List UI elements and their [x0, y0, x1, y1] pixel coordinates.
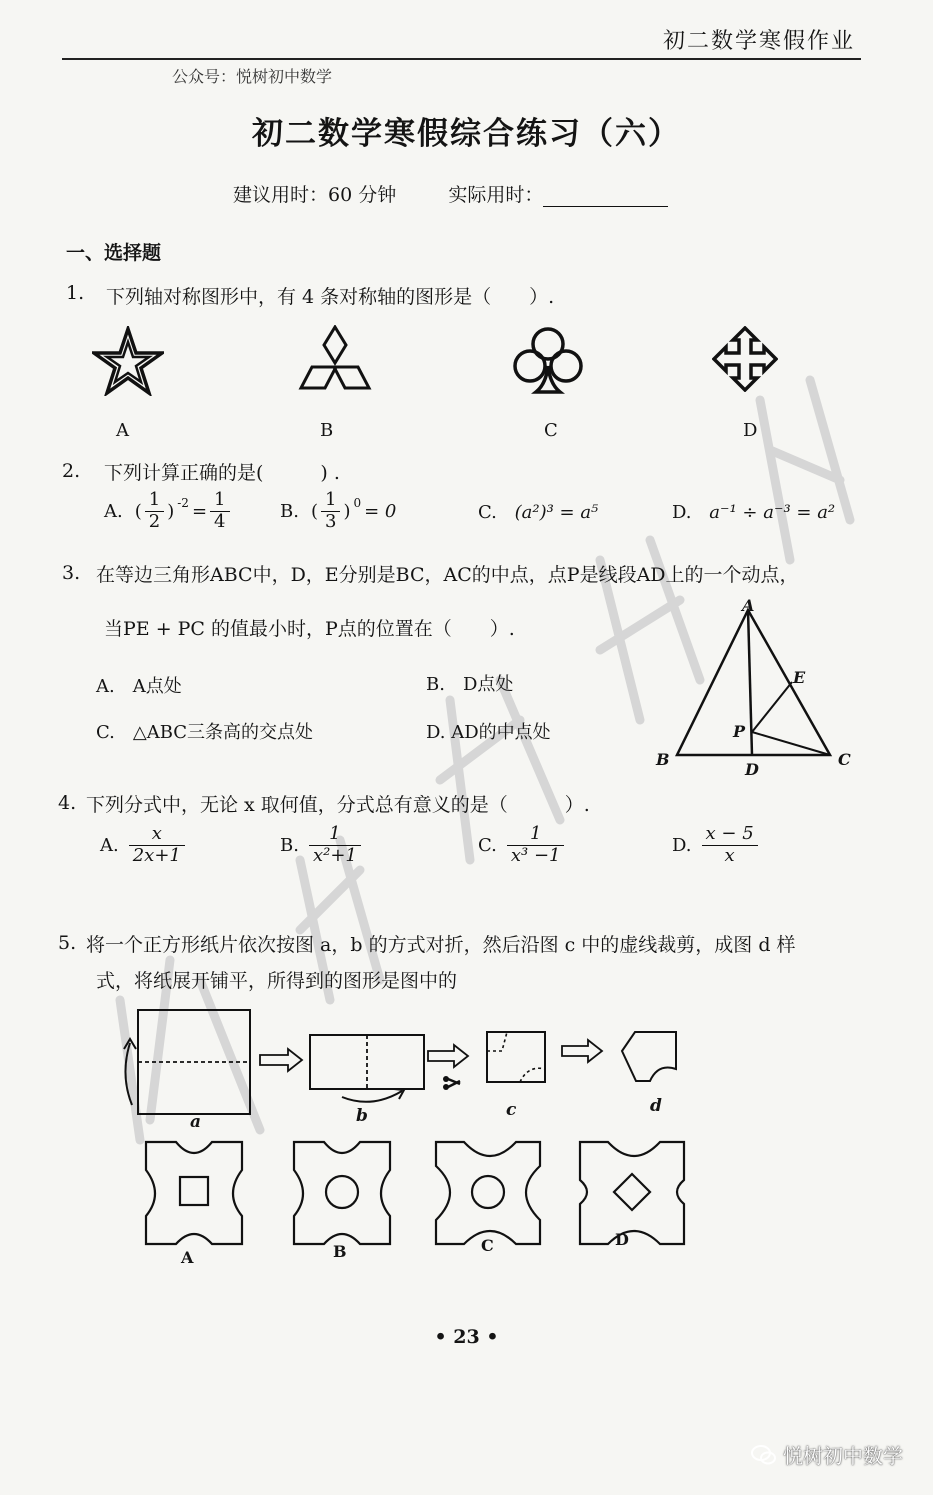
page-number: • 23 •	[434, 1326, 499, 1348]
suggested-time-value: 60 分钟	[328, 184, 397, 206]
option-c-shape	[436, 1142, 540, 1244]
q2-b-den: 3	[324, 510, 337, 532]
mitsubishi-icon	[298, 325, 372, 393]
q4-c-den: x³ −1	[510, 844, 561, 866]
q4-b-num: 1	[309, 824, 361, 846]
fig-label-d: D	[745, 760, 759, 779]
q4-b-den: x²+1	[312, 844, 357, 866]
q4-option-a[interactable]	[100, 824, 185, 866]
answer-label-a[interactable]: A	[181, 1248, 194, 1267]
star-icon	[92, 326, 164, 396]
q4-d-num: x − 5	[702, 824, 758, 846]
q4-d-den: x	[724, 844, 735, 866]
q2-a-label: A.	[104, 500, 123, 522]
fig-label-a: A	[742, 596, 755, 615]
q1-label-d: D	[743, 420, 758, 441]
q1-label-a: A	[116, 420, 129, 441]
q4-c-num: 1	[507, 824, 565, 846]
answer-shapes-figure	[138, 1140, 698, 1252]
q4-option-d[interactable]	[672, 824, 758, 866]
q2-option-a[interactable]: A. ( $\frac{1}{2}$ ) $^{-2}$ = $\frac{1}{4}$	[104, 490, 230, 532]
q4-b-label: B.	[280, 834, 299, 856]
answer-label-c[interactable]: C	[481, 1236, 494, 1255]
q2-d-expr: a⁻¹ ÷ a⁻³ = a²	[709, 502, 836, 523]
q3-number: 3.	[62, 562, 81, 584]
suggested-time-label: 建议用时：	[233, 184, 329, 206]
header-rule	[62, 58, 861, 60]
q1-text: 下列轴对称图形中，有 4 条对称轴的图形是（ ）.	[106, 286, 555, 308]
option-d-shape	[580, 1142, 684, 1244]
fold-label-c: c	[506, 1100, 517, 1120]
q2-b-label: B.	[280, 500, 299, 522]
q4-a-den: 2x+1	[132, 844, 181, 866]
answer-label-b[interactable]: B	[333, 1242, 347, 1261]
q4-text: 下列分式中，无论 x 取何值，分式总有意义的是（ ）.	[86, 794, 590, 816]
q1-number: 1.	[66, 282, 85, 304]
q4-d-label: D.	[672, 834, 692, 856]
q2-a-num: 1	[145, 490, 164, 512]
q1-label-b: B	[320, 420, 334, 441]
q1-label-c: C	[544, 420, 558, 441]
q3-option-c[interactable]: C. △ABC三条高的交点处	[96, 722, 314, 743]
triangle-figure	[650, 596, 860, 776]
section-title: 一、选择题	[66, 242, 162, 264]
q2-c-expr: (a²)³ = a⁵	[514, 502, 599, 523]
fig-label-b: B	[656, 750, 670, 769]
q5-number: 5.	[58, 932, 77, 954]
page-title: 初二数学寒假综合练习（六）	[252, 116, 681, 152]
fig-label-p: P	[733, 722, 746, 741]
cross-arrows-icon	[712, 326, 778, 392]
q3-option-a[interactable]: A. A点处	[96, 676, 182, 697]
fold-label-a: a	[190, 1112, 202, 1132]
header-title: 初二数学寒假作业	[662, 29, 855, 54]
fold-label-b: b	[356, 1106, 368, 1126]
option-a-shape	[146, 1142, 242, 1244]
q4-c-label: C.	[478, 834, 497, 856]
actual-time-label: 实际用时：	[448, 184, 544, 206]
q3-text-1: 在等边三角形ABC中，D，E分别是BC，AC的中点，点P是线段AD上的一个动点，	[96, 564, 799, 586]
q2-a-den: 2	[148, 510, 161, 532]
q4-a-label: A.	[100, 834, 119, 856]
q2-a-exp: -2	[177, 496, 189, 510]
wechat-icon	[751, 1444, 777, 1471]
q2-d-label: D.	[672, 502, 692, 523]
actual-time-blank[interactable]	[543, 186, 668, 207]
q4-number: 4.	[58, 792, 77, 814]
q2-option-d[interactable]	[672, 502, 835, 523]
scissors-icon	[443, 1076, 460, 1090]
fold-label-d: d	[650, 1096, 662, 1116]
q2-a-rhs-num: 1	[210, 490, 229, 512]
wechat-watermark	[751, 1440, 903, 1471]
q2-a-rhs-den: 4	[214, 510, 226, 532]
subheader: 公众号：悦树初中数学	[172, 67, 333, 86]
q2-c-label: C.	[478, 502, 497, 523]
time-line	[233, 180, 668, 207]
q2-b-exp: 0	[353, 496, 362, 510]
q4-option-b[interactable]	[280, 824, 361, 866]
club-icon	[512, 326, 584, 398]
q2-number: 2.	[62, 460, 81, 482]
answer-label-d[interactable]: D	[615, 1230, 629, 1249]
q5-text-1: 将一个正方形纸片依次按图 a，b 的方式对折，然后沿图 c 中的虚线裁剪，成图 d 样	[86, 934, 796, 956]
q3-option-d[interactable]: D. AD的中点处	[426, 722, 551, 743]
wechat-name: 悦树初中数学	[783, 1444, 903, 1468]
q4-a-num: x	[129, 824, 185, 846]
q4-option-c[interactable]	[478, 824, 564, 866]
q2-option-c[interactable]	[478, 502, 598, 523]
q2-b-rhs: = 0	[364, 500, 397, 522]
q2-b-num: 1	[321, 490, 340, 512]
fold-steps-figure	[110, 1005, 710, 1125]
q2-a-eq: =	[191, 500, 208, 522]
q5-text-2: 式，将纸展开铺平，所得到的图形是图中的	[96, 970, 458, 992]
q3-option-b[interactable]: B. D点处	[426, 674, 514, 695]
q3-text-2: 当PE + PC 的值最小时，P点的位置在（ ）.	[104, 618, 515, 640]
fig-label-e: E	[793, 668, 806, 687]
fig-label-c: C	[838, 750, 851, 769]
q2-text: 下列计算正确的是( ) .	[104, 462, 340, 484]
option-b-shape	[294, 1142, 390, 1244]
q2-option-b[interactable]: B. ( $\frac{1}{3}$ ) $^0$ = 0	[280, 489, 397, 532]
